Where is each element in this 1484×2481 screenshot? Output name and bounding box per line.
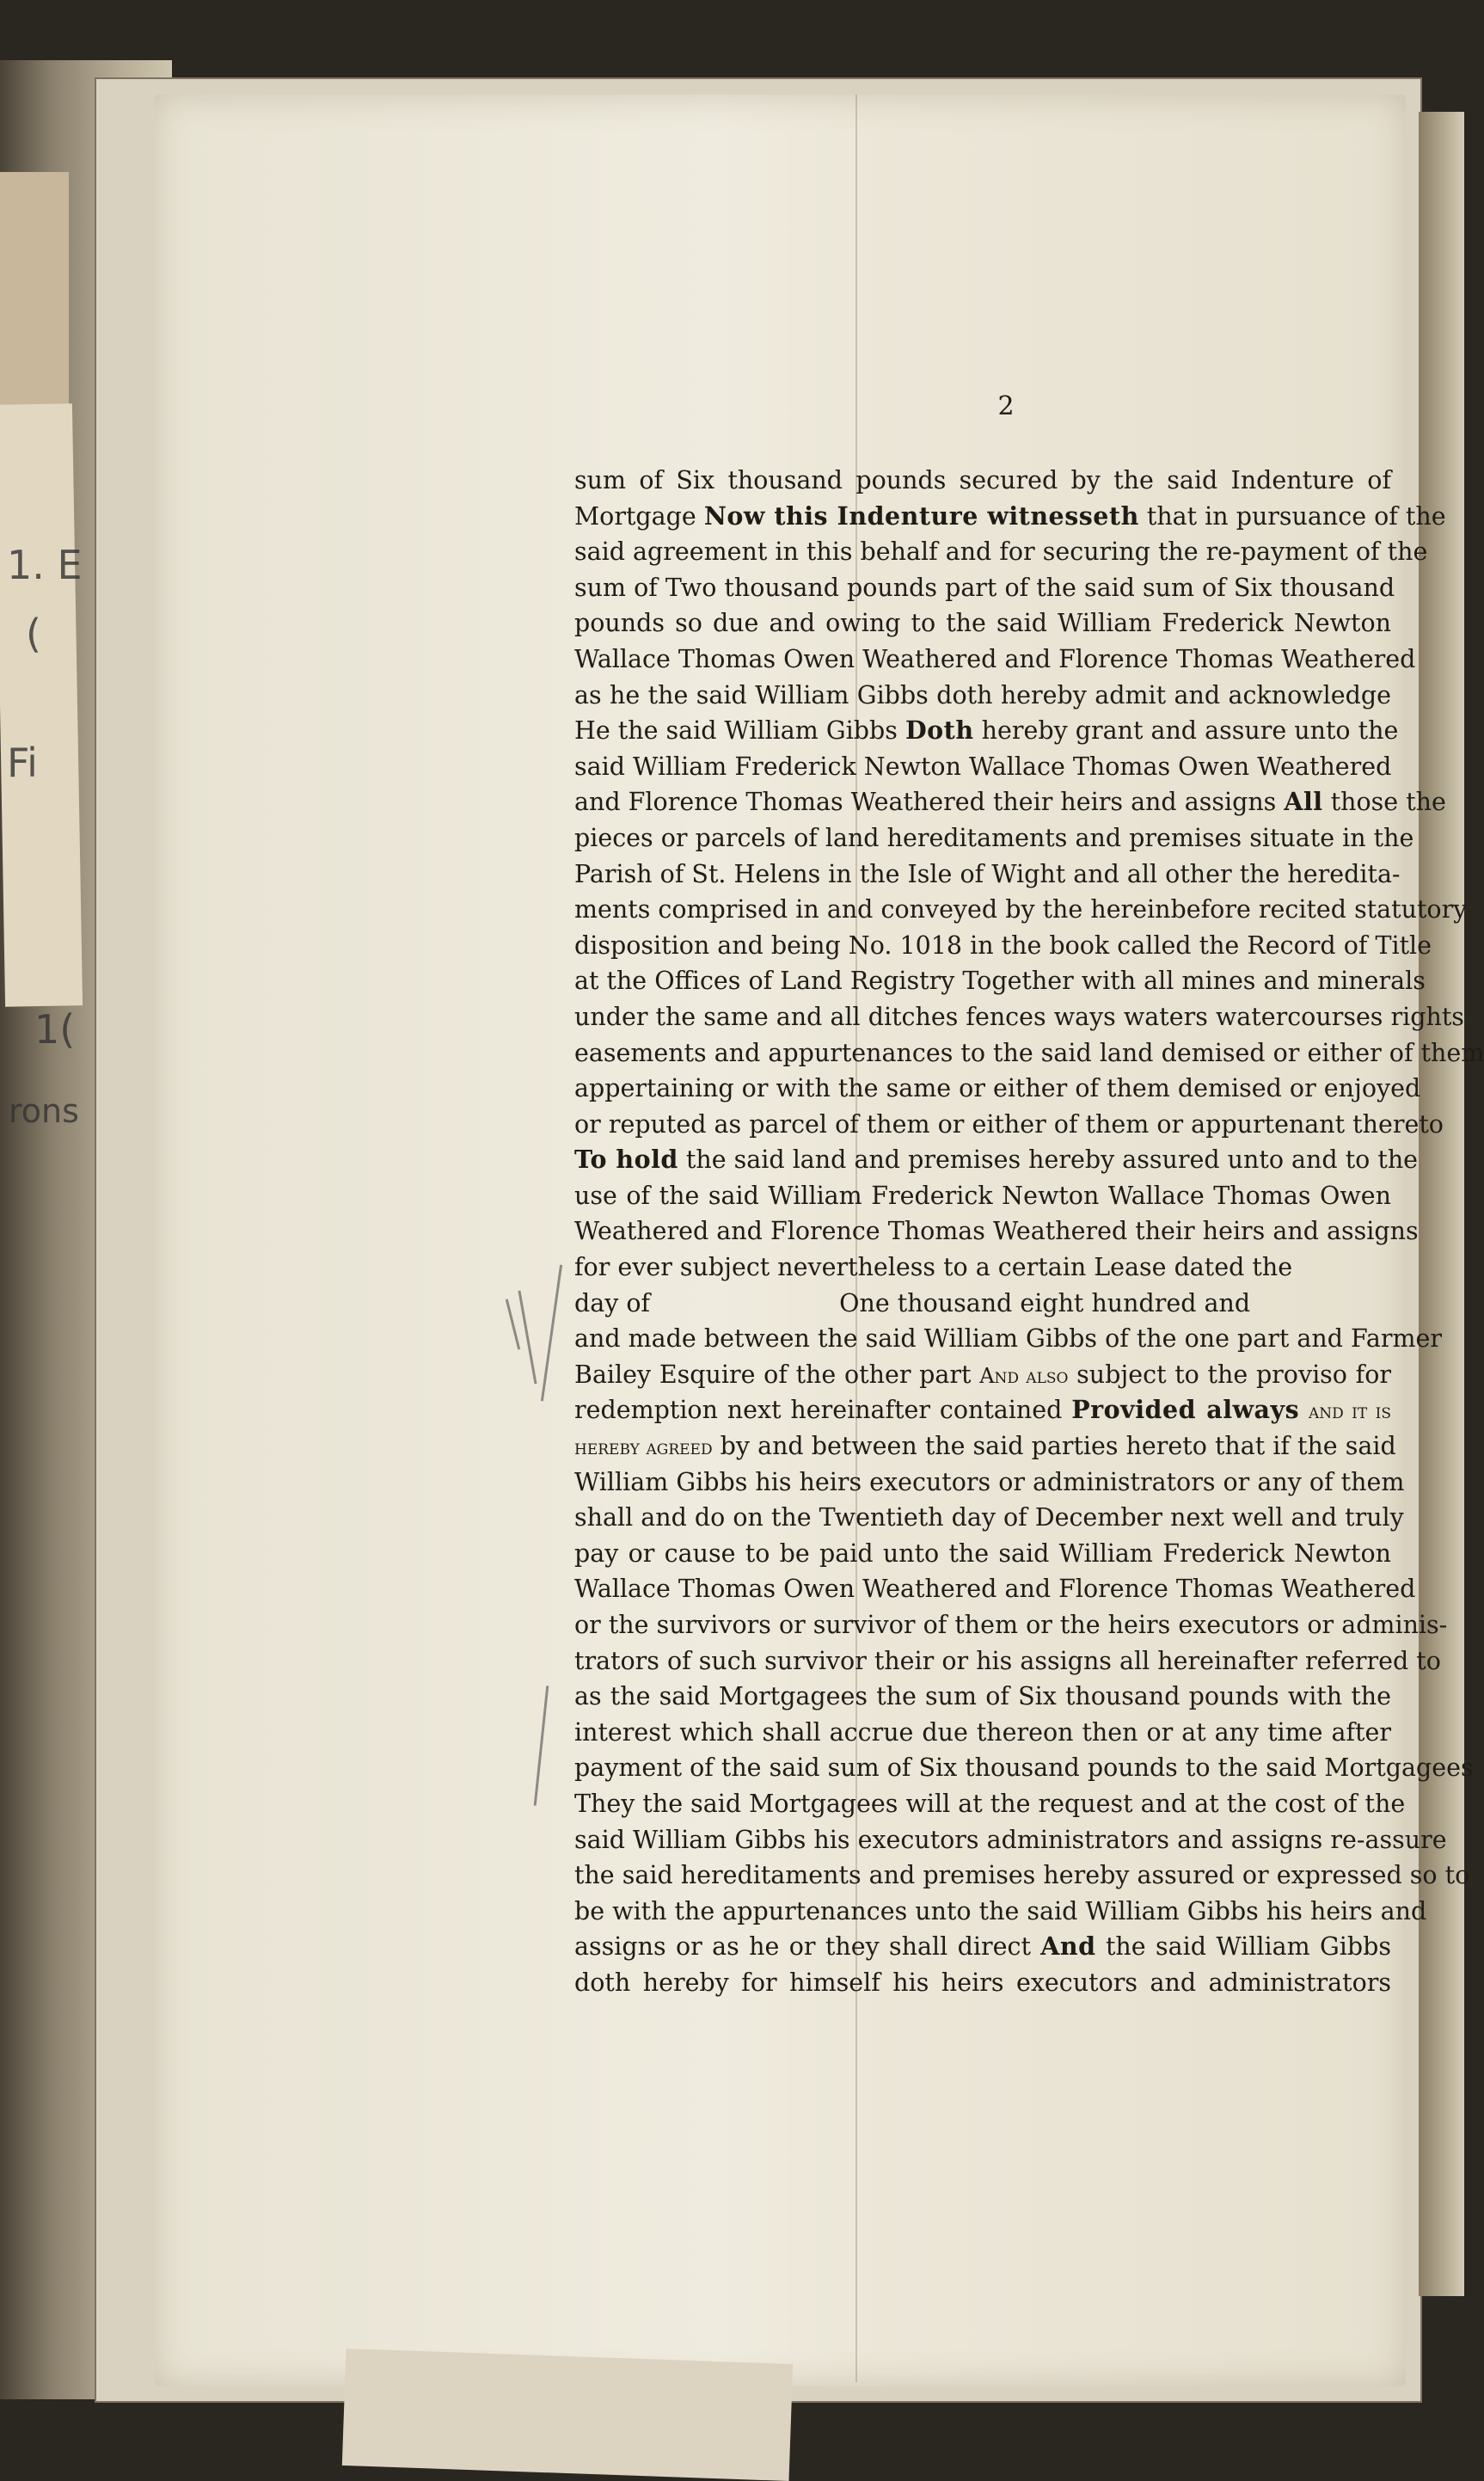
text-line [574,1213,1419,1250]
small-caps-phrase: And also [979,1363,1069,1388]
text-run: pay or cause to be paid unto the said William Frederick Newton [574,1538,1391,1568]
text-run: easements and appurtenances to the said land demised or either of them [574,1038,1484,1067]
text-run: subject to the proviso for [1068,1360,1392,1389]
text-run: They the said Mortgagees will at the request and at the cost of the [574,1789,1406,1818]
text-line [574,499,1446,535]
text-run: at the Offices of Land Registry Together with all mines and minerals [574,967,1426,996]
small-caps-phrase: hereby agreed [574,1435,713,1460]
text-line [574,784,1446,820]
text-run: be with the appurtenances unto the said William Gibbs his heirs and [574,1896,1427,1925]
text-line [574,713,1399,749]
text-line [574,1715,1391,1751]
text-line [574,1786,1406,1822]
text-run: said William Frederick Newton Wallace Thomas Owen Weathered [574,752,1392,781]
text-line [574,1142,1419,1178]
text-line [574,1107,1444,1143]
tucked-paper-upper [0,172,69,430]
text-run: for ever subject nevertheless to a certain Lease dated the [574,1253,1293,1282]
text-line [574,1321,1443,1357]
text-run: trators of such survivor their or his assigns all hereinafter referred to [574,1646,1441,1675]
text-run: hereby grant and assure unto the [973,716,1399,746]
blackletter-phrase: Now this Indenture witnesseth [703,500,1139,531]
blackletter-phrase: Provided always [1071,1395,1300,1425]
text-run: appertaining or with the same or either of them demised or enjoyed [574,1074,1421,1103]
text-run: or reputed as parcel of them or either of them or appurtenant thereto [574,1109,1444,1139]
text-run: as the said Mortgagees the sum of Six thousand pounds with the [574,1682,1391,1711]
text-line [574,820,1414,857]
text-line [574,999,1464,1035]
text-run: shall and do on the Twentieth day of December next well and truly [574,1503,1404,1532]
text-run: said William Gibbs his executors administrators and assigns re-assure [574,1825,1447,1854]
text-line [574,463,1391,499]
facing-page-edge [1419,112,1464,2296]
text-run: payment of the said sum of Six thousand pounds to the said Mortgagees [574,1753,1474,1783]
text-line [574,1357,1391,1393]
text-line [574,1250,1391,1286]
text-run: pieces or parcels of land hereditaments and premises situate in the [574,823,1414,852]
text-line [574,1822,1447,1858]
text-line [574,1286,1391,1322]
text-line [574,857,1401,893]
text-run: under the same and all ditches fences ways waters watercourses rights [574,1002,1464,1031]
text-line [574,1929,1391,1965]
tucked-paper-note [0,403,83,1006]
text-run: by and between the said parties hereto that if the said [712,1432,1396,1461]
text-line [574,1679,1391,1715]
text-run: sum of Six thousand pounds secured by the said Indenture of [574,466,1391,494]
text-run: interest which shall accrue due thereon then or at any time after [574,1717,1391,1747]
text-run [1299,1396,1309,1424]
text-line [574,1894,1427,1930]
margin-handwriting: Fi [7,740,38,786]
text-line [574,1500,1404,1536]
text-line [574,534,1428,570]
text-run: day of One thousand eight hundred and [574,1288,1251,1317]
text-run: sum of Two thousand pounds part of the said sum of Six thousand [574,573,1395,602]
small-caps-phrase: and it is [1308,1399,1391,1424]
text-line [574,570,1395,606]
text-run: redemption next hereinafter contained [574,1396,1072,1425]
text-run: said agreement in this behalf and for securing the re-payment of the [574,537,1428,567]
text-run: Wallace Thomas Owen Weathered and Florence Thomas Weathered [574,644,1416,673]
text-line [574,963,1426,999]
text-run: doth hereby for himself his heirs executors and administrators [574,1968,1391,1997]
text-line [574,892,1468,928]
text-run: He the said William Gibbs [574,716,905,746]
text-run: use of the said William Frederick Newton Wallace Thomas Owen [574,1181,1391,1210]
paper-scrap [342,2349,793,2481]
text-line [574,605,1391,642]
text-run: the said William Gibbs [1095,1932,1392,1962]
page-number: 2 [997,391,1015,421]
text-run: as he the said William Gibbs doth hereby admit and acknowledge [574,680,1391,709]
text-line [574,928,1432,964]
text-line [574,1643,1441,1680]
text-run: Weathered and Florence Thomas Weathered their heirs and assigns [574,1217,1419,1246]
blackletter-phrase: To hold [574,1145,678,1175]
text-run: disposition and being No. 1018 in the book called the Record of Title [574,930,1432,960]
margin-handwriting: 1. E [7,542,83,588]
text-run: and made between the said William Gibbs of the one part and Farmer [574,1324,1443,1354]
margin-handwriting: ( [26,611,41,657]
text-run: or the survivors or survivor of them or the heirs executors or adminis- [574,1611,1448,1639]
text-line [574,1428,1396,1465]
text-line [574,1750,1474,1786]
text-run: assigns or as he or they shall direct [574,1932,1041,1962]
text-run: ments comprised in and conveyed by the hereinbefore recited statutory [574,895,1468,924]
deed-text-block [574,463,1484,2001]
blackletter-phrase: All [1284,787,1323,817]
text-line [574,642,1416,678]
text-line [574,1858,1470,1894]
text-run: the said hereditaments and premises hereby assured or expressed so to [574,1861,1470,1890]
text-line [574,1178,1391,1214]
text-line [574,678,1391,714]
text-line [574,1465,1405,1501]
text-line [574,1071,1421,1107]
margin-handwriting: 1( [34,1006,76,1053]
text-run: Wallace Thomas Owen Weathered and Florence Thomas Weathered [574,1575,1416,1604]
text-line [574,1965,1391,2001]
text-line [574,1035,1484,1072]
text-run: those the [1322,788,1446,817]
text-run: and Florence Thomas Weathered their heirs and assigns [574,788,1285,817]
text-run: Bailey Esquire of the other part [574,1360,980,1389]
margin-handwriting: rons [9,1092,79,1130]
text-line [574,1607,1448,1643]
text-run: Mortgage [574,501,704,531]
text-line [574,749,1391,785]
blackletter-phrase: Doth [905,715,974,746]
text-run: pounds so due and owing to the said William Frederick Newton [574,609,1391,638]
blackletter-phrase: And [1040,1931,1096,1962]
text-line [574,1571,1416,1607]
text-run: that in pursuance of the [1138,501,1446,531]
text-run: Parish of St. Helens in the Isle of Wight and all other the heredita- [574,859,1401,888]
text-line [574,1392,1391,1428]
text-run: William Gibbs his heirs executors or administrators or any of them [574,1467,1405,1496]
text-run: the said land and premises hereby assured unto and to the [678,1145,1419,1175]
text-line [574,1536,1391,1572]
